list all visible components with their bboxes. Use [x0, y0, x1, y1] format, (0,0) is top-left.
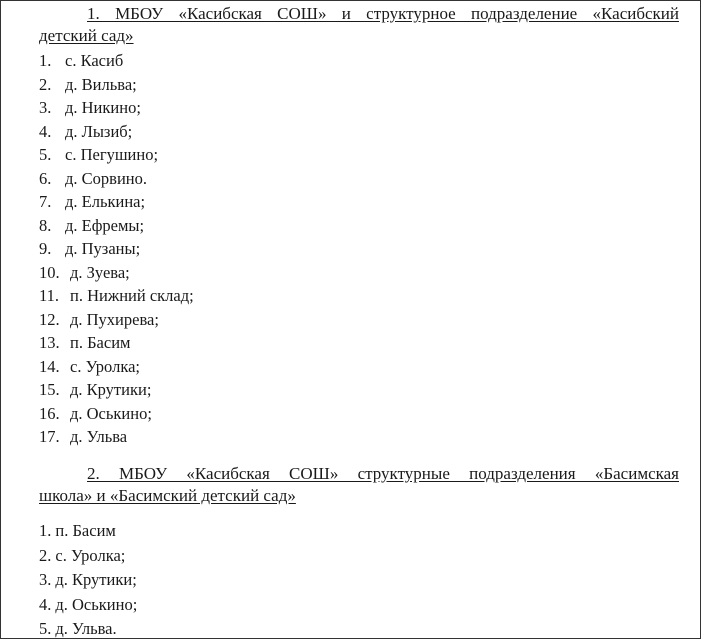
list-item: [39, 544, 137, 569]
section-2-list: [39, 519, 137, 642]
list-item-text: д. Ульва: [70, 427, 128, 446]
list-item-number: 3.: [39, 98, 52, 117]
list-item: [39, 284, 194, 308]
list-item-number: 5.: [39, 619, 52, 638]
list-item-text: д. Лызиб;: [65, 121, 133, 141]
list-item: [39, 331, 194, 355]
list-item-text: с. Уролка;: [55, 545, 126, 565]
list-item-text: д. Пухирева;: [70, 309, 159, 329]
list-item-number: 7.: [39, 192, 52, 211]
list-item: [39, 190, 194, 214]
list-item-number: 16.: [39, 403, 60, 423]
list-item-text: д. Крутики;: [55, 570, 137, 589]
section-1-heading: [39, 3, 679, 47]
list-item-number: 9.: [39, 239, 52, 258]
list-item-text: п. Басим: [55, 521, 116, 540]
list-item: [39, 214, 194, 238]
list-item-text: д. Пузаны;: [65, 239, 141, 258]
list-item-number: 4.: [39, 121, 52, 141]
list-item: [39, 593, 137, 618]
list-item-text: с. Пегушино;: [65, 145, 159, 164]
list-item-text: д. Крутики;: [70, 380, 152, 399]
list-item-text: п. Басим: [70, 333, 131, 352]
list-item: [39, 73, 194, 97]
list-item-number: 2.: [39, 545, 52, 565]
list-item-number: 17.: [39, 427, 60, 446]
section-1-list: [39, 49, 194, 449]
list-item-number: 14.: [39, 356, 60, 376]
list-item-number: 6.: [39, 168, 52, 188]
list-item: [39, 308, 194, 332]
list-item: [39, 425, 194, 449]
section-1-heading-line-1: 1. МБОУ «Касибская СОШ» и структурное подразделение «Касибский: [87, 4, 679, 23]
list-item-text: д. Зуева;: [70, 262, 130, 282]
list-item-number: 11.: [39, 286, 60, 305]
list-item-text: д. Ульва.: [55, 619, 117, 638]
list-item: [39, 143, 194, 167]
list-item-text: д. Сорвино.: [65, 168, 147, 188]
list-item: [39, 617, 137, 642]
list-item-text: с. Касиб: [65, 51, 124, 70]
list-item-number: 1.: [39, 51, 52, 70]
list-item: [39, 568, 137, 593]
list-item-number: 2.: [39, 74, 52, 94]
list-item: [39, 96, 194, 120]
list-item: [39, 261, 194, 285]
list-item-text: д. Ефремы;: [65, 215, 145, 235]
list-item-text: д. Никино;: [65, 98, 141, 117]
list-item: [39, 120, 194, 144]
list-item: [39, 519, 137, 544]
section-1-heading-line-2: детский сад»: [39, 26, 134, 45]
list-item-text: д. Оськино;: [70, 403, 152, 423]
list-item-number: 1.: [39, 521, 52, 540]
list-item-text: д. Елькина;: [65, 192, 146, 211]
list-item: [39, 355, 194, 379]
list-item: [39, 167, 194, 191]
list-item: [39, 378, 194, 402]
list-item-number: 12.: [39, 309, 60, 329]
list-item-text: п. Нижний склад;: [70, 286, 194, 305]
list-item-number: 3.: [39, 570, 52, 589]
section-2-heading: [39, 463, 679, 507]
list-item-text: д. Вильва;: [65, 74, 137, 94]
list-item-number: 15.: [39, 380, 60, 399]
list-item-number: 5.: [39, 145, 52, 164]
section-2-heading-line-2: школа» и «Басимский детский сад»: [39, 486, 296, 505]
list-item-number: 13.: [39, 333, 60, 352]
list-item-text: д. Оськино;: [55, 594, 138, 614]
list-item-number: 4.: [39, 594, 52, 614]
list-item-number: 10.: [39, 262, 60, 282]
list-item-number: 8.: [39, 215, 52, 235]
section-2-heading-line-1: 2. МБОУ «Касибская СОШ» структурные подразделения «Басимская: [87, 464, 679, 483]
list-item: [39, 49, 194, 73]
list-item: [39, 237, 194, 261]
list-item-text: с. Уролка;: [70, 356, 140, 376]
list-item: [39, 402, 194, 426]
